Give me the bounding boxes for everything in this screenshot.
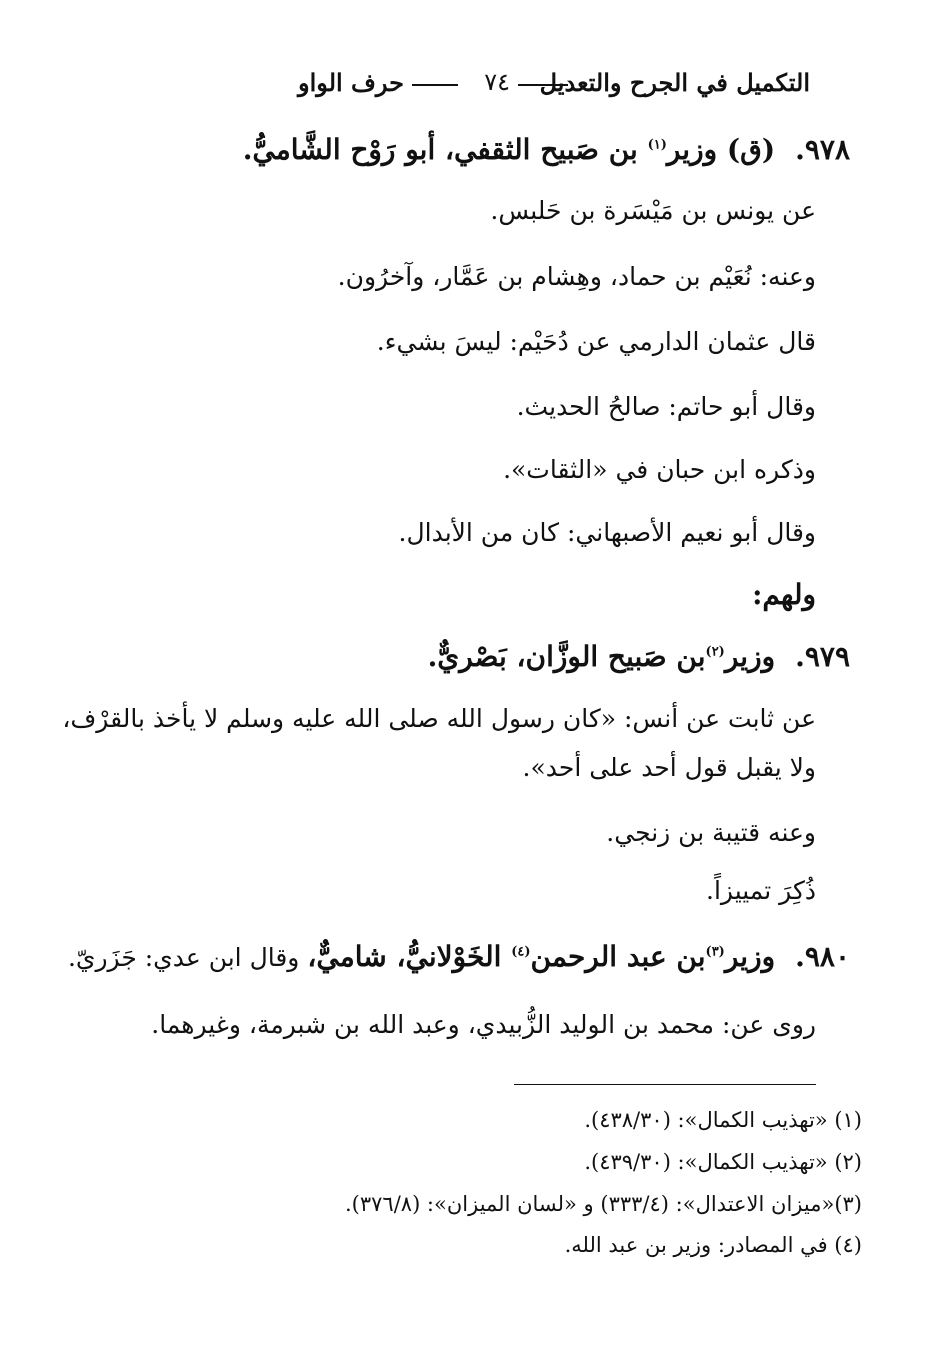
text-line: ذُكِرَ تمييزاً. <box>706 876 816 905</box>
entry-number: ٩٧٨. <box>795 133 850 166</box>
footnote-ref: (١) <box>647 137 667 153</box>
text-line: عن ثابت عن أنس: «كان رسول الله صلى الله عليه وسلم لا يأخذ بالقرْف، <box>62 704 816 733</box>
section-subheading: ولهم: <box>752 578 816 611</box>
section-title: حرف الواو <box>298 68 404 97</box>
page-number: ٧٤ <box>484 68 510 96</box>
entry-name: (ق) وزير <box>666 133 776 166</box>
text-line: روى عن: محمد بن الوليد الزُّبيدي، وعبد الله بن شبرمة، وغيرهما. <box>151 1010 816 1039</box>
text-line: قال عثمان الدارمي عن دُحَيْم: ليسَ بشيء. <box>376 327 816 356</box>
entry-name-mid: بن عبد الرحمن <box>530 940 706 973</box>
entry-980-heading <box>68 940 850 973</box>
entry-number: ٩٨٠. <box>795 940 850 973</box>
footnote: (٢) «تهذيب الكمال»: (٤٣٩/٣٠). <box>584 1150 862 1174</box>
book-title: التكميل في الجرح والتعديل <box>539 68 810 97</box>
entry-number: ٩٧٩. <box>795 640 850 673</box>
footnote: (٤) في المصادر: وزير بن عبد الله. <box>564 1233 862 1257</box>
text-line: وعنه قتيبة بن زنجي. <box>606 818 816 847</box>
footnote-ref: (٢) <box>705 644 725 660</box>
running-header <box>190 68 810 108</box>
footnote-ref: (٤) <box>511 944 531 960</box>
footnote: (١) «تهذيب الكمال»: (٤٣٨/٣٠). <box>584 1108 862 1132</box>
entry-name-rest: بن صَبيح الثقفي، أبو رَوْح الشَّاميُّ. <box>242 133 648 166</box>
footnote-separator <box>514 1084 816 1085</box>
text-line: ولا يقبل قول أحد على أحد». <box>522 753 816 782</box>
footnote-ref: (٣) <box>705 944 725 960</box>
header-dash <box>412 84 458 86</box>
header-dash <box>518 84 568 86</box>
entry-name-rest: الخَوْلانيُّ، شاميٌّ، <box>307 940 512 973</box>
entry-979-heading <box>428 640 850 673</box>
text-line: وقال أبو نعيم الأصبهاني: كان من الأبدال. <box>398 518 816 547</box>
footnote: (٣)«ميزان الاعتدال»: (٣٣٣/٤) و «لسان الميزان»: (٣٧٦/٨). <box>344 1192 862 1216</box>
entry-978-heading <box>243 133 850 166</box>
entry-name: وزير <box>724 940 776 973</box>
text-line: عن يونس بن مَيْسَرة بن حَلبس. <box>490 196 816 225</box>
entry-name-rest: بن صَبيح الوزَّان، بَصْريٌّ. <box>427 640 706 673</box>
entry-note: وقال ابن عدي: جَزَريّ. <box>67 943 308 972</box>
entry-name: وزير <box>724 640 776 673</box>
text-line: وذكره ابن حبان في «الثقات». <box>503 455 816 484</box>
text-line: وعنه: نُعَيْم بن حماد، وهِشام بن عَمَّار، وآخرُون. <box>337 262 816 291</box>
text-line: وقال أبو حاتم: صالحُ الحديث. <box>516 392 816 421</box>
